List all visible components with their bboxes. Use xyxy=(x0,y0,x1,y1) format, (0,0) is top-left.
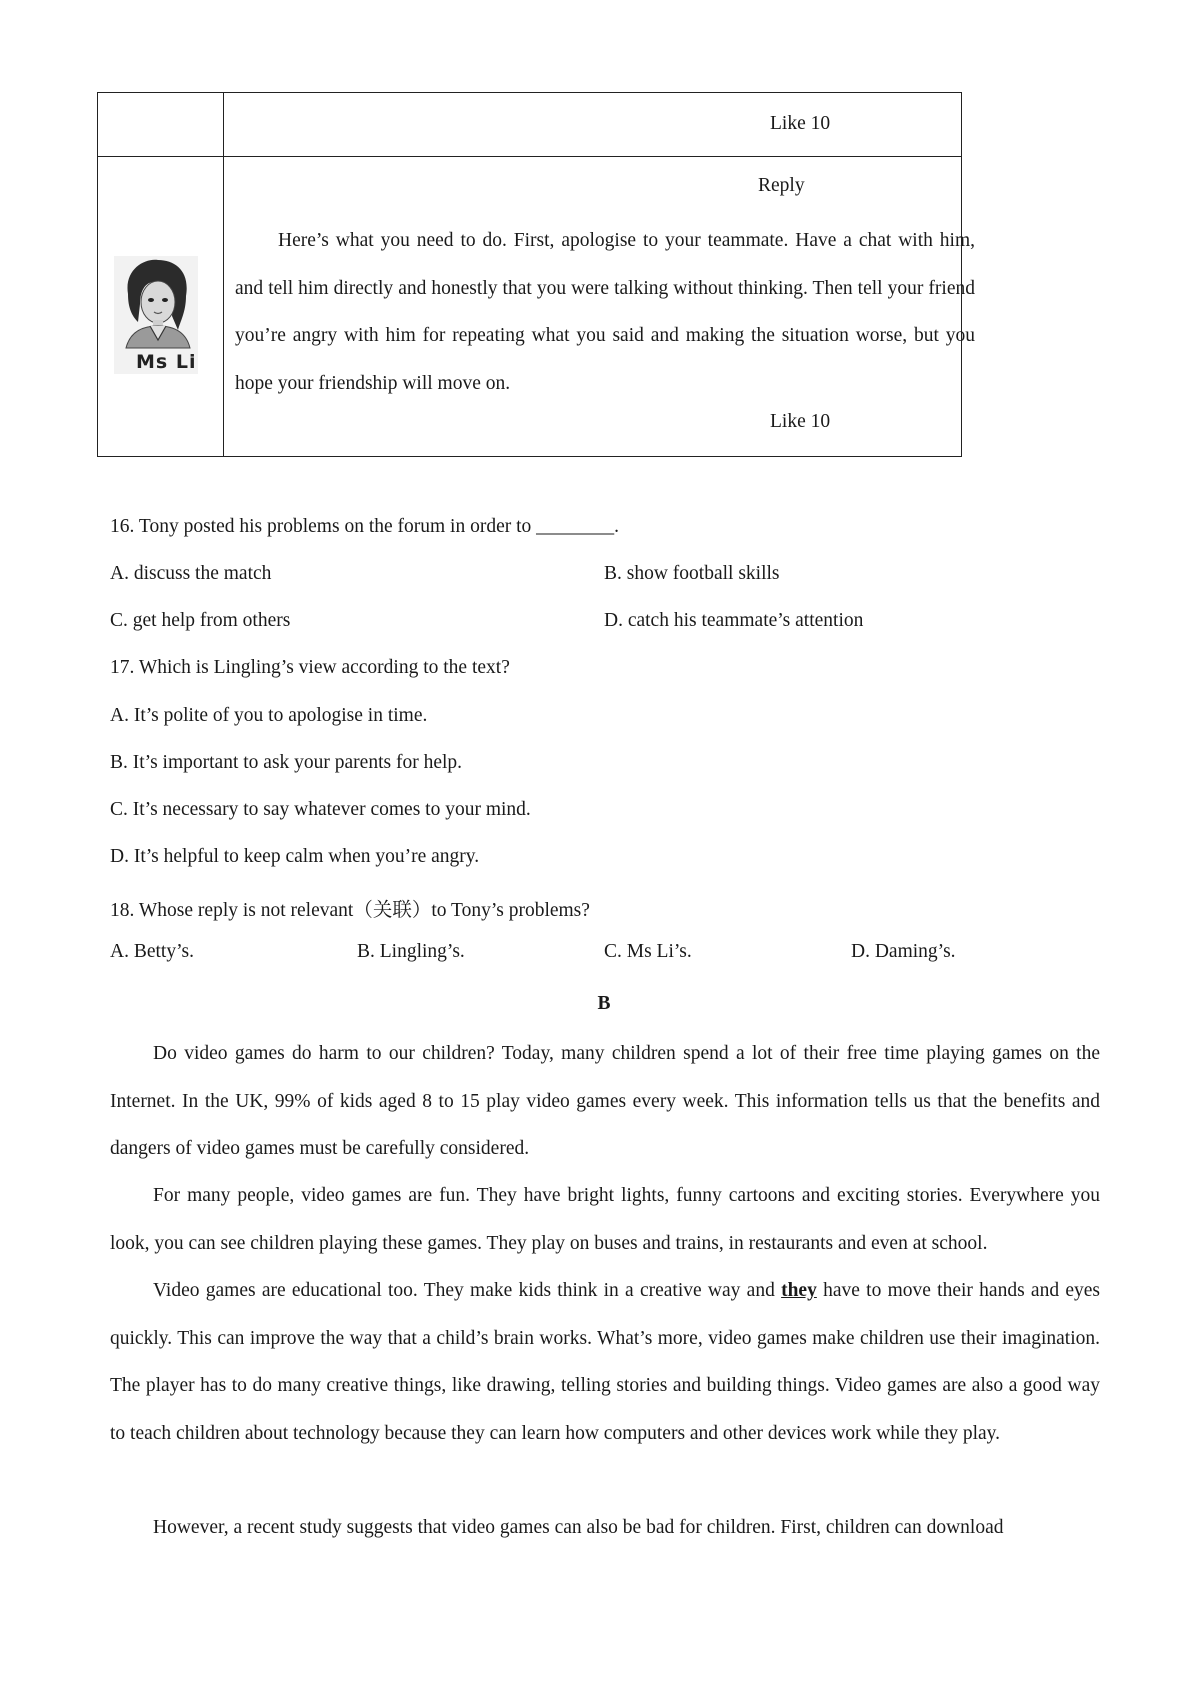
question-18-option-b: B. Lingling’s. xyxy=(357,941,465,962)
forum-row-previous xyxy=(98,93,962,157)
question-16-option-b: B. show football skills xyxy=(604,563,780,584)
reply-text: Here’s what you need to do. First, apologise to your teammate. Have a chat with him, and tell him directly and honestly that you were talking without thinking. Then tell your friend you’re angry with him for repeating what you said and making the situation worse, but you hope your friendship will move on. xyxy=(235,230,975,394)
passage-paragraph-2: For many people, video games are fun. They have bright lights, funny cartoons and exciting stories. Everywhere you look, you can see children playing these games. They play on buses and trains, in restaurants and even at school. xyxy=(110,1185,1100,1254)
question-17-option-a: A. It’s polite of you to apologise in time. xyxy=(110,705,428,726)
like-count: Like 10 xyxy=(770,113,831,134)
passage-paragraph-3-rest: have to move their hands and eyes quickly. This can improve the way that a child’s brain works. What’s more, video games make children use their imagination. The player has to do many creative things, like drawing, telling stories and building things. Video games are also a good way to teach children about technology because they can learn how computers and other devices work while they play. xyxy=(110,1280,1100,1444)
avatar-name-label: Ms Li xyxy=(136,351,197,373)
question-18-option-d: D. Daming’s. xyxy=(851,941,956,962)
question-16-option-a: A. discuss the match xyxy=(110,563,272,584)
reply-cell-previous xyxy=(224,93,962,157)
question-17-stem: 17. Which is Lingling’s view according to the text? xyxy=(110,657,510,678)
question-16-stem: 16. Tony posted his problems on the forum in order to ________. xyxy=(110,516,620,537)
section-b-heading: B xyxy=(597,993,611,1014)
question-17-option-d: D. It’s helpful to keep calm when you’re angry. xyxy=(110,846,480,867)
question-17-option-b: B. It’s important to ask your parents for help. xyxy=(110,752,463,773)
question-16-option-d: D. catch his teammate’s attention xyxy=(604,610,864,631)
avatar-cell xyxy=(98,157,224,457)
avatar-cell-empty xyxy=(98,93,224,157)
passage-paragraph-3-start: Video games are educational too. They make kids think in a creative way and xyxy=(153,1280,782,1301)
forum-replies-table xyxy=(97,92,975,457)
emphasized-word-they: they xyxy=(781,1280,817,1301)
reply-label: Reply xyxy=(758,175,805,196)
question-18-stem: 18. Whose reply is not relevant（关联）to Tony’s problems? xyxy=(110,900,590,921)
like-count: Like 10 xyxy=(770,411,831,432)
question-18-option-a: A. Betty’s. xyxy=(110,941,194,962)
question-18-option-c: C. Ms Li’s. xyxy=(604,941,692,962)
avatar xyxy=(114,256,198,374)
passage-paragraph-3 xyxy=(110,1267,1100,1457)
question-17-option-c: C. It’s necessary to say whatever comes to your mind. xyxy=(110,799,531,820)
forum-row-ms-li xyxy=(98,157,962,457)
passage-paragraph-1: Do video games do harm to our children? Today, many children spend a lot of their free time playing games on the Internet. In the UK, 99% of kids aged 8 to 15 play video games every week. This information tells us that the benefits and dangers of video games must be carefully considered. xyxy=(110,1043,1100,1159)
reply-cell-ms-li xyxy=(224,157,975,457)
question-16-option-c: C. get help from others xyxy=(110,610,291,631)
passage-paragraph-4: However, a recent study suggests that video games can also be bad for children. First, children can download xyxy=(153,1517,1004,1538)
